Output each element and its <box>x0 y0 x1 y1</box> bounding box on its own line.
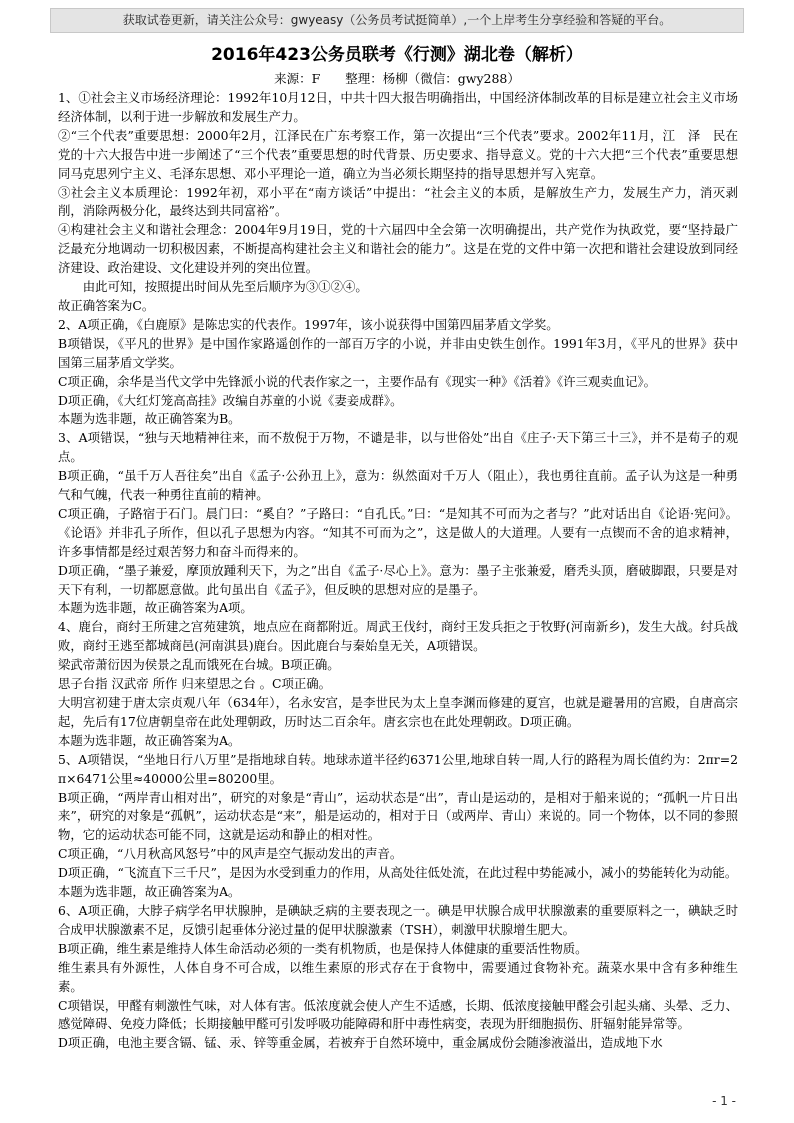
paragraph: 故正确答案为C。 <box>58 297 155 313</box>
source-line: 来源：F 整理：杨柳（微信：gwy288） <box>274 71 520 86</box>
paragraph: 2、A项正确，《白鹿原》是陈忠实的代表作。1997年，该小说获得中国第四届茅盾文学奖。 <box>58 316 559 332</box>
paragraph: 5、A项错误，“坐地日行八万里”是指地球自转。地球赤道半径约6371公里,地球自转一周,人行的路程为周长值约为：2πr=2π×6471公里≈40000公里=80200里。 <box>58 751 738 786</box>
paragraph: B项正确，“虽千万人吾往矣”出自《孟子·公孙丑上》，意为：纵然面对千万人（阻止），我也勇往直前。孟子认为这是一种勇气和气魄，代表一种勇往直前的精神。 <box>58 468 738 503</box>
paragraph: D项正确，“飞流直下三千尺”，是因为水受到重力的作用，从高处往低处流，在此过程中势能减小，减小的势能转化为动能。 <box>58 865 738 881</box>
paragraph: C项正确，“八月秋高风怒号”中的风声是空气振动发出的声音。 <box>58 846 403 862</box>
paragraph: B项正确，维生素是维持人体生命活动必须的一类有机物质，也是保持人体健康的重要活性物质。 <box>58 940 588 956</box>
paragraph: 本题为选非题，故正确答案为A。 <box>58 732 241 748</box>
paragraph: 本题为选非题，故正确答案为B。 <box>58 411 241 427</box>
paragraph: 1、①社会主义市场经济理论：1992年10月12日，中共十四大报告明确指出，中国经济体制改革的目标是建立社会主义市场经济体制，以利于进一步解放和发展生产力。 <box>58 90 738 124</box>
paragraph: 思子台指 汉武帝 所作 归来望思之台 。C项正确。 <box>58 676 332 692</box>
paragraph: 维生素具有外源性，人体自身不可合成，以维生素原的形式存在于食物中，需要通过食物补充。蔬菜水果中含有多种维生素。 <box>58 959 738 994</box>
paragraph: C项错误，甲醛有刺激性气味，对人体有害。低浓度就会使人产生不适感，长期、低浓度接触甲醛会引起头痛、头晕、乏力、感觉障碍、免疫力降低；长期接触甲醛可引发呼吸功能障碍和肝中毒性病变，表现为肝细胞损伤、肝辐射能异常等。 <box>58 997 738 1032</box>
paragraph: B项正确，“两岸青山相对出”，研究的对象是“青山”，运动状态是“出”，青山是运动的，是相对于船来说的；“孤帆一片日出来”，研究的对象是“孤帆”，运动状态是“来”，船是运动的，相对于日（或两岸、青山）来说的。同一个物体，以不同的参照物，它的运动状态可能不同，这就是运动和静止的相对性。 <box>58 789 738 843</box>
paragraph: ④构建社会主义和谐社会理念：2004年9月19日，党的十六届四中全会第一次明确提出，共产党作为执政党，要“坚持最广泛最充分地调动一切积极因素，不断提高构建社会主义和谐社会的能力”。这是在党的文件中第一次把和谐社会建设放到同经济建设、政治建设、文化建设并列的突出位置。 <box>58 222 738 276</box>
paragraph: ②“三个代表”重要思想：2000年2月，江泽民在广东考察工作，第一次提出“三个代表”要求。2002年11月，江 泽 民在党的十六大报告中进一步阐述了“三个代表”重要思想的时代背景、历史要求、指导意义。党的十六大把“三个代表”重要思想同马克思列宁主义、毛泽东思想、邓小平理论一道，确立为当必须长期坚持的指导思想并写入宪章。 <box>58 127 738 181</box>
paragraph: 4、鹿台，商纣王所建之宫苑建筑，地点应在商都附近。周武王伐纣，商纣王发兵拒之于牧野(河南新乡)，发生大战。纣兵战败，商纣王逃至都城商邑(河南淇县)鹿台。因此鹿台与秦始皇无关，A项错误。 <box>58 619 738 654</box>
document-title: 2016年423公务员联考《行测》湖北卷（解析） <box>211 45 583 65</box>
paragraph: 本题为选非题，故正确答案为A。 <box>58 884 241 900</box>
paragraph: 由此可知，按照提出时间从先至后顺序为③①②④。 <box>82 279 368 295</box>
paragraph: 本题为选非题，故正确答案为A项。 <box>58 600 253 616</box>
promo-banner: 获取试卷更新，请关注公众号：gwyeasy（公务员考试挺简单）,一个上岸考生分享经验和答疑的平台。 <box>50 8 744 33</box>
paragraph: D项正确，电池主要含镉、锰、汞、锌等重金属，若被弃于自然环境中，重金属成份会随渗液溢出，造成地下水 <box>58 1035 663 1051</box>
paragraph: C项正确，余华是当代文学中先锋派小说的代表作家之一，主要作品有《现实一种》《活着》《许三观卖血记》。 <box>58 373 657 389</box>
paragraph: 梁武帝萧衍因为侯景之乱而饿死在台城。B项正确。 <box>58 657 340 673</box>
paragraph: 3、A项错误，“独与天地精神往来，而不敖倪于万物，不谴是非，以与世俗处”出自《庄子·天下第三十三》，并不是荀子的观点。 <box>58 430 738 465</box>
paragraph: B项错误，《平凡的世界》是中国作家路遥创作的一部百万字的小说，并非由史铁生创作。1991年3月，《平凡的世界》获中国第三届茅盾文学奖。 <box>58 335 738 370</box>
paragraph: D项正确，《大红灯笼高高挂》改编自苏童的小说《妻妾成群》。 <box>58 392 403 408</box>
paragraph: ③社会主义本质理论：1992年初，邓小平在“南方谈话”中提出：“社会主义的本质，是解放生产力，发展生产力，消灭剥削，消除两极分化，最终达到共同富裕”。 <box>58 184 738 219</box>
paragraph: 6、A项正确，大脖子病学名甲状腺肿，是碘缺乏病的主要表现之一。碘是甲状腺合成甲状腺激素的重要原料之一，碘缺乏时合成甲状腺激素不足，反馈引起垂体分泌过量的促甲状腺激素（TSH），刺激甲状腺增生肥大。 <box>58 902 738 937</box>
paragraph: C项正确，子路宿于石门。晨门曰：“奚自？”子路曰：“自孔氏。”曰：“是知其不可而为之者与？”此对话出自《论语·宪问》。《论语》并非孔子所作，但以孔子思想为内容。“知其不可而为之”，这是做人的大道理。人要有一点锲而不舍的追求精神，许多事情都是经过艰苦努力和奋斗而得来的。 <box>58 505 738 559</box>
paragraph: D项正确，“墨子兼爱，摩顶放踵利天下，为之”出自《孟子·尽心上》。意为：墨子主张兼爱，磨秃头顶，磨破脚跟，只要是对天下有利，一切都愿意做。此句虽出自《孟子》，但反映的思想对应的是墨子。 <box>58 562 738 597</box>
paragraph: 大明宫初建于唐太宗贞观八年（634年），名永安宫，是李世民为太上皇李渊而修建的夏宫，也就是避暑用的宫殿，自唐高宗起，先后有17位唐朝皇帝在此处理朝政，历时达二百余年。唐玄宗也在此处理朝政。D项正确。 <box>58 695 738 729</box>
page-number: - 1 - <box>712 1094 736 1108</box>
document-body <box>58 89 738 1089</box>
